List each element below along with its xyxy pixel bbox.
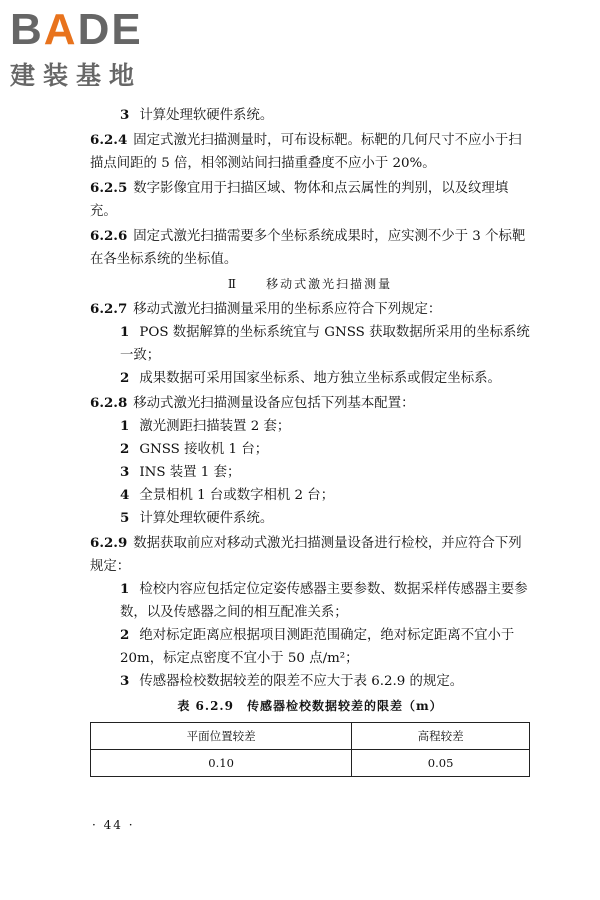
- clause-6-2-6: 6.2.6 固定式激光扫描需要多个坐标系统成果时，应实测不少于 3 个标靶在各坐标系统的坐标值。: [90, 228, 526, 267]
- table-cell: 0.05: [352, 750, 530, 777]
- logo-chinese: 建装基地: [10, 61, 143, 90]
- list-item: 2 绝对标定距离应根据项目测距范围确定，绝对标定距离不宜小于 20m，标定点密度不宜小于 50 点/m²；: [120, 627, 515, 666]
- page-number: · 44 ·: [92, 818, 135, 832]
- clause-6-2-8: 6.2.8 移动式激光扫描测量设备应包括下列基本配置：: [90, 395, 415, 411]
- logo-letter-a: A: [43, 5, 78, 54]
- list-item: 3 INS 装置 1 套；: [120, 464, 241, 480]
- list-item: 1 POS 数据解算的坐标系统宜与 GNSS 获取数据所采用的坐标系统一致；: [120, 324, 530, 363]
- table-title: 表 6.2.9 传感器检校数据较差的限差（m）: [177, 699, 443, 713]
- list-item: 4 全景相机 1 台或数字相机 2 台；: [120, 487, 335, 503]
- list-item: 3 计算处理软硬件系统。: [120, 107, 274, 123]
- site-logo: [10, 5, 190, 92]
- table-header-row: [91, 723, 530, 750]
- list-item: 2 GNSS 接收机 1 台；: [120, 441, 269, 457]
- section-heading: [90, 273, 530, 296]
- list-item: 3 传感器检校数据较差的限差不应大于表 6.2.9 的规定。: [120, 673, 464, 689]
- clause-6-2-9: 6.2.9 数据获取前应对移动式激光扫描测量设备进行检校，并应符合下列规定：: [90, 535, 522, 574]
- table-header-cell: 平面位置较差: [91, 723, 352, 750]
- section-title: 移动式激光扫描测量: [266, 277, 393, 291]
- list-item: 1 激光测距扫描装置 2 套；: [120, 418, 291, 434]
- list-item: 2 成果数据可采用国家坐标系、地方独立坐标系或假定坐标系。: [120, 370, 501, 386]
- table-header-cell: 高程较差: [352, 723, 530, 750]
- tolerance-table: [90, 722, 530, 777]
- page-body: [90, 104, 530, 777]
- clause-6-2-4: 6.2.4 固定式激光扫描测量时，可布设标靶。标靶的几何尺寸不应小于扫描点间距的 5 倍，相邻测站间扫描重叠度不应小于 20%。: [90, 132, 522, 171]
- table-cell: 0.10: [91, 750, 352, 777]
- section-number: Ⅱ: [227, 277, 239, 291]
- clause-6-2-7: 6.2.7 移动式激光扫描测量采用的坐标系应符合下列规定：: [90, 301, 442, 317]
- list-item: 1 检校内容应包括定位定姿传感器主要参数、数据采样传感器主要参数，以及传感器之间的相互配准关系；: [120, 581, 528, 620]
- logo-letters-de: DE: [77, 5, 143, 54]
- list-item: 5 计算处理软硬件系统。: [120, 510, 274, 526]
- logo-wordmark: [10, 5, 190, 54]
- table-row: [91, 750, 530, 777]
- clause-6-2-5: 6.2.5 数字影像宜用于扫描区域、物体和点云属性的判别，以及纹理填充。: [90, 180, 509, 219]
- logo-letter-b: B: [10, 5, 44, 54]
